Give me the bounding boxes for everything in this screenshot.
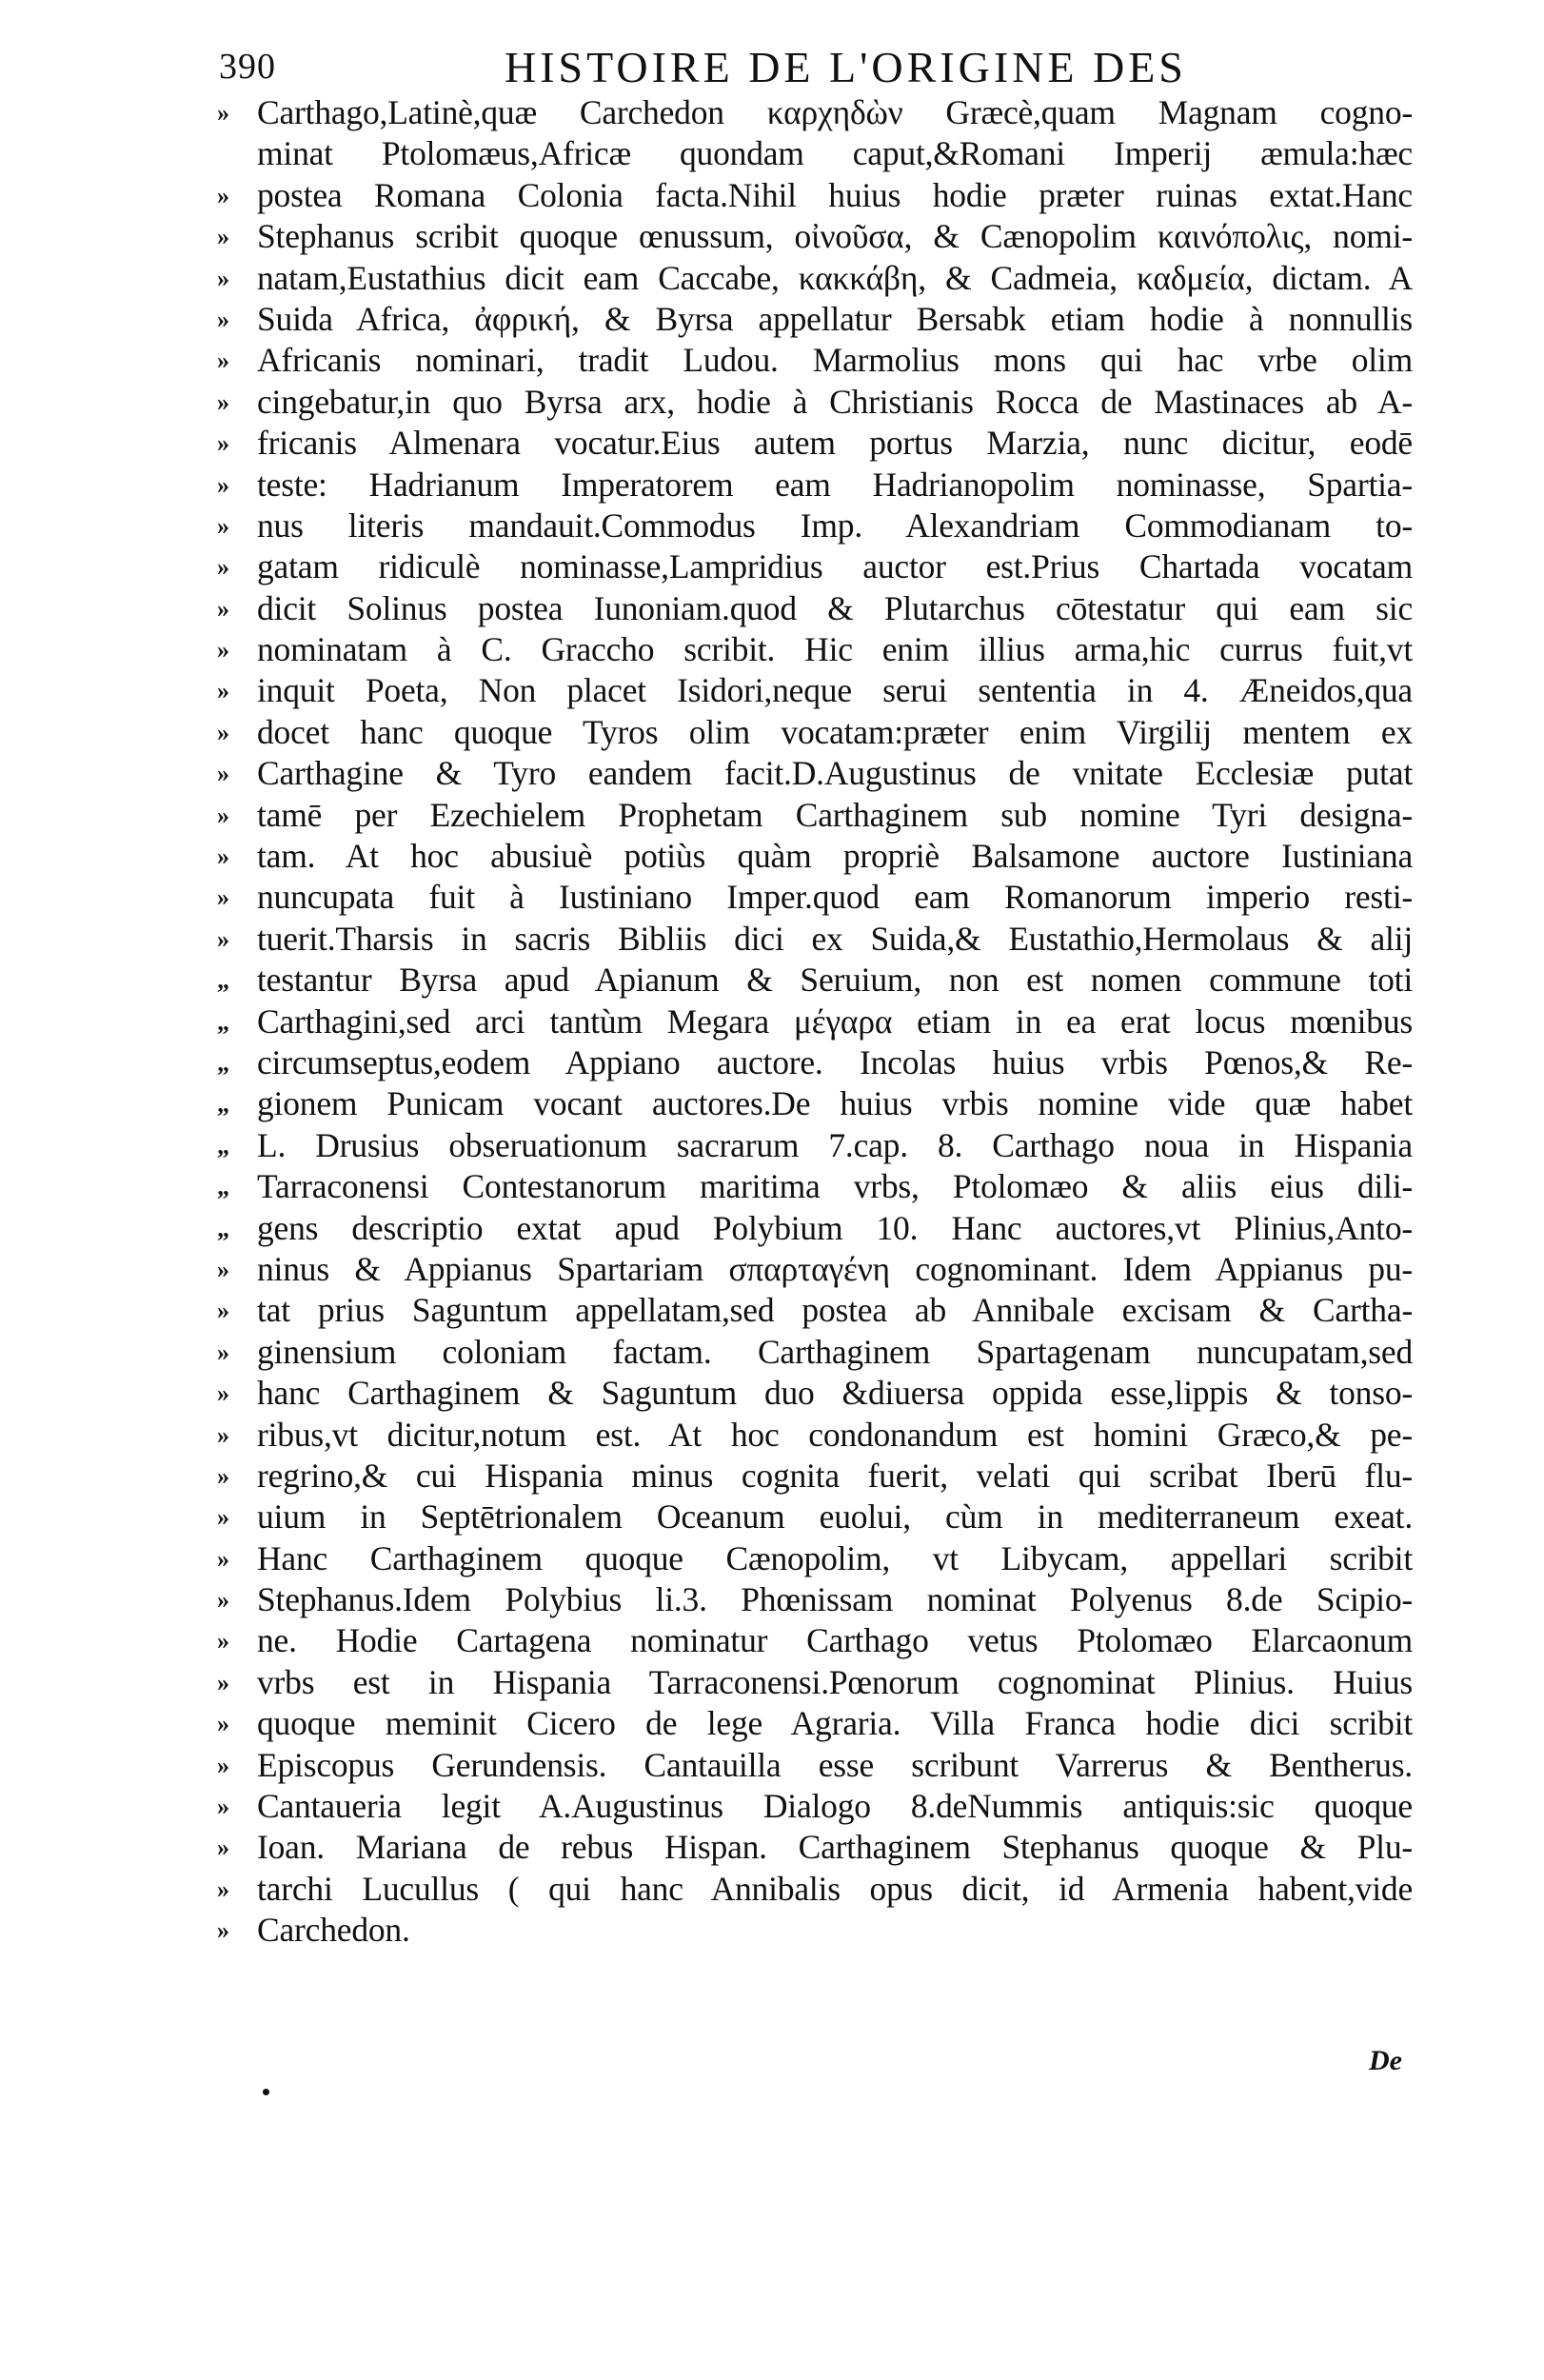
text-line: [217, 795, 1416, 836]
marginal-quote-mark: »: [217, 181, 229, 209]
marginal-quote-mark: „: [217, 1173, 229, 1201]
text-line: [217, 258, 1416, 299]
text-line: [217, 629, 1416, 670]
marginal-quote-mark: »: [217, 1544, 229, 1573]
marginal-quote-mark: »: [217, 760, 229, 788]
text-line: [217, 1703, 1416, 1744]
line-text: quoque meminit Cicero de lege Agraria. Villa Franca hodie dici scribit: [257, 1704, 1413, 1743]
text-line: [217, 340, 1416, 381]
line-text: Tarraconensi Contestanorum maritima vrbs, Ptolomæo & aliis eius dili-: [257, 1167, 1413, 1206]
line-text: Stephanus scribit quoque œnussum, οἰνοῦσα, & Cænopolim καινόπολις, nomi-: [257, 217, 1413, 256]
text-line: [217, 299, 1416, 340]
marginal-quote-mark: »: [217, 924, 229, 953]
marginal-quote-mark: »: [217, 1503, 229, 1532]
line-text: postea Romana Colonia facta.Nihil huius hodie præter ruinas extat.Hanc: [257, 175, 1413, 214]
line-text: gatam ridiculè nominasse,Lampridius auctor est.Prius Chartada vocatam: [257, 547, 1413, 586]
text-line: [217, 92, 1416, 133]
line-text: ribus,vt dicitur,notum est. At hoc condonandum est homini Græco,& pe-: [257, 1415, 1413, 1454]
marginal-quote-mark: »: [217, 1668, 229, 1696]
line-text: gionem Punicam vocant auctores.De huius vrbis nomine vide quæ habet: [257, 1084, 1413, 1123]
marginal-quote-mark: »: [217, 1255, 229, 1283]
text-line: [217, 1456, 1416, 1497]
body-text: [217, 92, 1416, 1952]
marginal-quote-mark: »: [217, 843, 229, 871]
marginal-quote-mark: »: [217, 223, 229, 251]
line-text: Carthago,Latinè,quæ Carchedon καρχηδὼν Græcè,quam Magnam cogno-: [257, 93, 1413, 131]
marginal-quote-mark: »: [217, 511, 229, 540]
marginal-quote-mark: »: [217, 1751, 229, 1779]
text-line: [217, 753, 1416, 794]
marginal-quote-mark: »: [217, 594, 229, 623]
line-text: natam,Eustathius dicit eam Caccabe, κακκάβη, & Cadmeia, καδμεία, dictam. A: [257, 258, 1413, 297]
marginal-quote-mark: »: [217, 636, 229, 664]
marginal-quote-mark: »: [217, 1874, 229, 1903]
text-line: [217, 1620, 1416, 1661]
line-text: testantur Byrsa apud Apianum & Seruium, non est nomen commune toti: [257, 961, 1413, 1000]
line-text: dicit Solinus postea Iunoniam.quod & Plutarchus cōtestatur qui eam sic: [257, 588, 1413, 627]
text-line: [217, 836, 1416, 877]
marginal-quote-mark: »: [217, 801, 229, 829]
marginal-quote-mark: »: [217, 718, 229, 746]
line-text: vrbs est in Hispania Tarraconensi.Pœnorum cognominat Plinius. Huius: [257, 1662, 1413, 1701]
line-text: inquit Poeta, Non placet Isidori,neque serui sententia in 4. Æneidos,qua: [257, 671, 1413, 710]
marginal-quote-mark: „: [217, 1007, 229, 1036]
text-line: [217, 1249, 1416, 1290]
marginal-quote-mark: „: [217, 1214, 229, 1242]
catchword: De: [1369, 2045, 1402, 2076]
marginal-quote-mark: »: [217, 1586, 229, 1615]
line-text: minat Ptolomæus,Africæ quondam caput,&Romani Imperij æmula:hæc: [257, 134, 1413, 173]
marginal-quote-mark: »: [217, 553, 229, 582]
marginal-quote-mark: »: [217, 387, 229, 416]
line-text: Cantaueria legit A.Augustinus Dialogo 8.deNummis antiquis:sic quoque: [257, 1787, 1413, 1826]
marginal-quote-mark: »: [217, 1461, 229, 1490]
line-text: ne. Hodie Cartagena nominatur Carthago vetus Ptolomæo Elarcaonum: [257, 1621, 1413, 1660]
line-text: nus literis mandauit.Commodus Imp. Alexandriam Commodianam to-: [257, 506, 1413, 545]
ink-dot: [263, 2089, 269, 2095]
marginal-quote-mark: „: [217, 966, 229, 995]
marginal-quote-mark: »: [217, 1793, 229, 1821]
text-line: [217, 1083, 1416, 1124]
text-line: [217, 465, 1416, 506]
text-line: [217, 423, 1416, 464]
text-line: [217, 960, 1416, 1001]
line-text: nominatam à C. Graccho scribit. Hic enim illius arma,hic currus fuit,vt: [257, 630, 1413, 669]
marginal-quote-mark: »: [217, 1297, 229, 1325]
text-line: [217, 1042, 1416, 1083]
line-text: uium in Septētrionalem Oceanum euolui, cùm in mediterraneum exeat.: [257, 1497, 1413, 1537]
text-line: [217, 1332, 1416, 1373]
text-line: [217, 712, 1416, 753]
text-line: [217, 1869, 1416, 1910]
marginal-quote-mark: »: [217, 1834, 229, 1862]
marginal-quote-mark: »: [217, 470, 229, 499]
text-line: [217, 1745, 1416, 1786]
text-line: [217, 1827, 1416, 1868]
line-text: ninus & Appianus Spartariam σπαρταγένη cognominant. Idem Appianus pu-: [257, 1249, 1413, 1288]
line-text: Ioan. Mariana de rebus Hispan. Carthaginem Stephanus quoque & Plu-: [257, 1828, 1413, 1867]
marginal-quote-mark: „: [217, 1090, 229, 1119]
marginal-quote-mark: »: [217, 1379, 229, 1408]
text-line: [217, 1002, 1416, 1042]
marginal-quote-mark: »: [217, 1627, 229, 1656]
text-line: [217, 919, 1416, 960]
text-line: [217, 1910, 1416, 1951]
marginal-quote-mark: »: [217, 99, 229, 127]
line-text: Stephanus.Idem Polybius li.3. Phœnissam nominat Polyenus 8.de Scipio-: [257, 1580, 1413, 1619]
line-text: fricanis Almenara vocatur.Eius autem portus Marzia, nunc dicitur, eodē: [257, 424, 1413, 463]
text-line: [217, 1125, 1416, 1166]
marginal-quote-mark: »: [217, 347, 229, 375]
line-text: Hanc Carthaginem quoque Cænopolim, vt Libycam, appellari scribit: [257, 1538, 1413, 1577]
line-text: gens descriptio extat apud Polybium 10. Hanc auctores,vt Plinius,Anto-: [257, 1208, 1413, 1247]
line-text: tat prius Saguntum appellatam,sed postea ab Annibale excisam & Cartha-: [257, 1291, 1413, 1330]
line-text: Carthagine & Tyro eandem facit.D.Augustinus de vnitate Ecclesiæ putat: [257, 754, 1413, 793]
text-line: [217, 1166, 1416, 1207]
text-line: [217, 1786, 1416, 1827]
running-title: HISTOIRE DE L'ORIGINE DES: [505, 43, 1187, 91]
marginal-quote-mark: »: [217, 1916, 229, 1945]
marginal-quote-mark: »: [217, 264, 229, 292]
line-text: Episcopus Gerundensis. Cantauilla esse scribunt Varrerus & Bentherus.: [257, 1745, 1413, 1784]
text-line: [217, 1538, 1416, 1579]
text-line: [217, 1290, 1416, 1331]
text-line: [217, 506, 1416, 546]
marginal-quote-mark: »: [217, 305, 229, 333]
text-line: [217, 1373, 1416, 1414]
page-number: 390: [219, 47, 276, 87]
line-text: tarchi Lucullus ( qui hanc Annibalis opus dicit, id Armenia habent,vide: [257, 1869, 1413, 1908]
line-text: circumseptus,eodem Appiano auctore. Incolas huius vrbis Pœnos,& Re-: [257, 1042, 1413, 1081]
text-line: [217, 1497, 1416, 1537]
text-line: [217, 670, 1416, 711]
text-line: [217, 588, 1416, 629]
line-text: Africanis nominari, tradit Ludou. Marmolius mons qui hac vrbe olim: [257, 341, 1413, 380]
line-text: L. Drusius obseruationum sacrarum 7.cap. 8. Carthago noua in Hispania: [257, 1125, 1413, 1164]
marginal-quote-mark: »: [217, 677, 229, 705]
marginal-quote-mark: »: [217, 1338, 229, 1366]
marginal-quote-mark: „: [217, 1131, 229, 1160]
text-line: [217, 546, 1416, 587]
text-line: [217, 133, 1416, 174]
line-text: Carthagini,sed arci tantùm Megara μέγαρα etiam in ea erat locus mœnibus: [257, 1002, 1413, 1041]
text-line: [217, 1579, 1416, 1620]
line-text: hanc Carthaginem & Saguntum duo &diuersa oppida esse,lippis & tonso-: [257, 1374, 1413, 1413]
text-line: [217, 877, 1416, 918]
line-text: tam. At hoc abusiuè potiùs quàm propriè Balsamone auctore Iustiniana: [257, 837, 1413, 876]
line-text: ginensium coloniam factam. Carthaginem Spartagenam nuncupatam,sed: [257, 1332, 1413, 1371]
text-line: [217, 175, 1416, 216]
text-line: [217, 1415, 1416, 1456]
line-text: Carchedon.: [257, 1911, 410, 1950]
marginal-quote-mark: »: [217, 429, 229, 458]
text-line: [217, 216, 1416, 257]
line-text: regrino,& cui Hispania minus cognita fuerit, velati qui scribat Iberū flu-: [257, 1456, 1413, 1495]
line-text: cingebatur,in quo Byrsa arx, hodie à Christianis Rocca de Mastinaces ab A-: [257, 382, 1413, 421]
text-line: [217, 1662, 1416, 1703]
text-line: [217, 382, 1416, 423]
page-header: [219, 36, 1342, 93]
line-text: nuncupata fuit à Iustiniano Imper.quod eam Romanorum imperio resti-: [257, 878, 1413, 917]
marginal-quote-mark: »: [217, 1710, 229, 1738]
text-line: [217, 1208, 1416, 1249]
line-text: tuerit.Tharsis in sacris Bibliis dici ex Suida,& Eustathio,Hermolaus & alij: [257, 919, 1413, 958]
line-text: Suida Africa, ἀφρική, & Byrsa appellatur Bersabk etiam hodie à nonnullis: [257, 299, 1413, 338]
line-text: tamē per Ezechielem Prophetam Carthaginem sub nomine Tyri designa-: [257, 795, 1413, 834]
marginal-quote-mark: „: [217, 1048, 229, 1077]
line-text: teste: Hadrianum Imperatorem eam Hadrianopolim nominasse, Spartia-: [257, 465, 1413, 504]
line-text: docet hanc quoque Tyros olim vocatam:præter enim Virgilij mentem ex: [257, 712, 1413, 751]
marginal-quote-mark: »: [217, 883, 229, 912]
marginal-quote-mark: »: [217, 1420, 229, 1449]
